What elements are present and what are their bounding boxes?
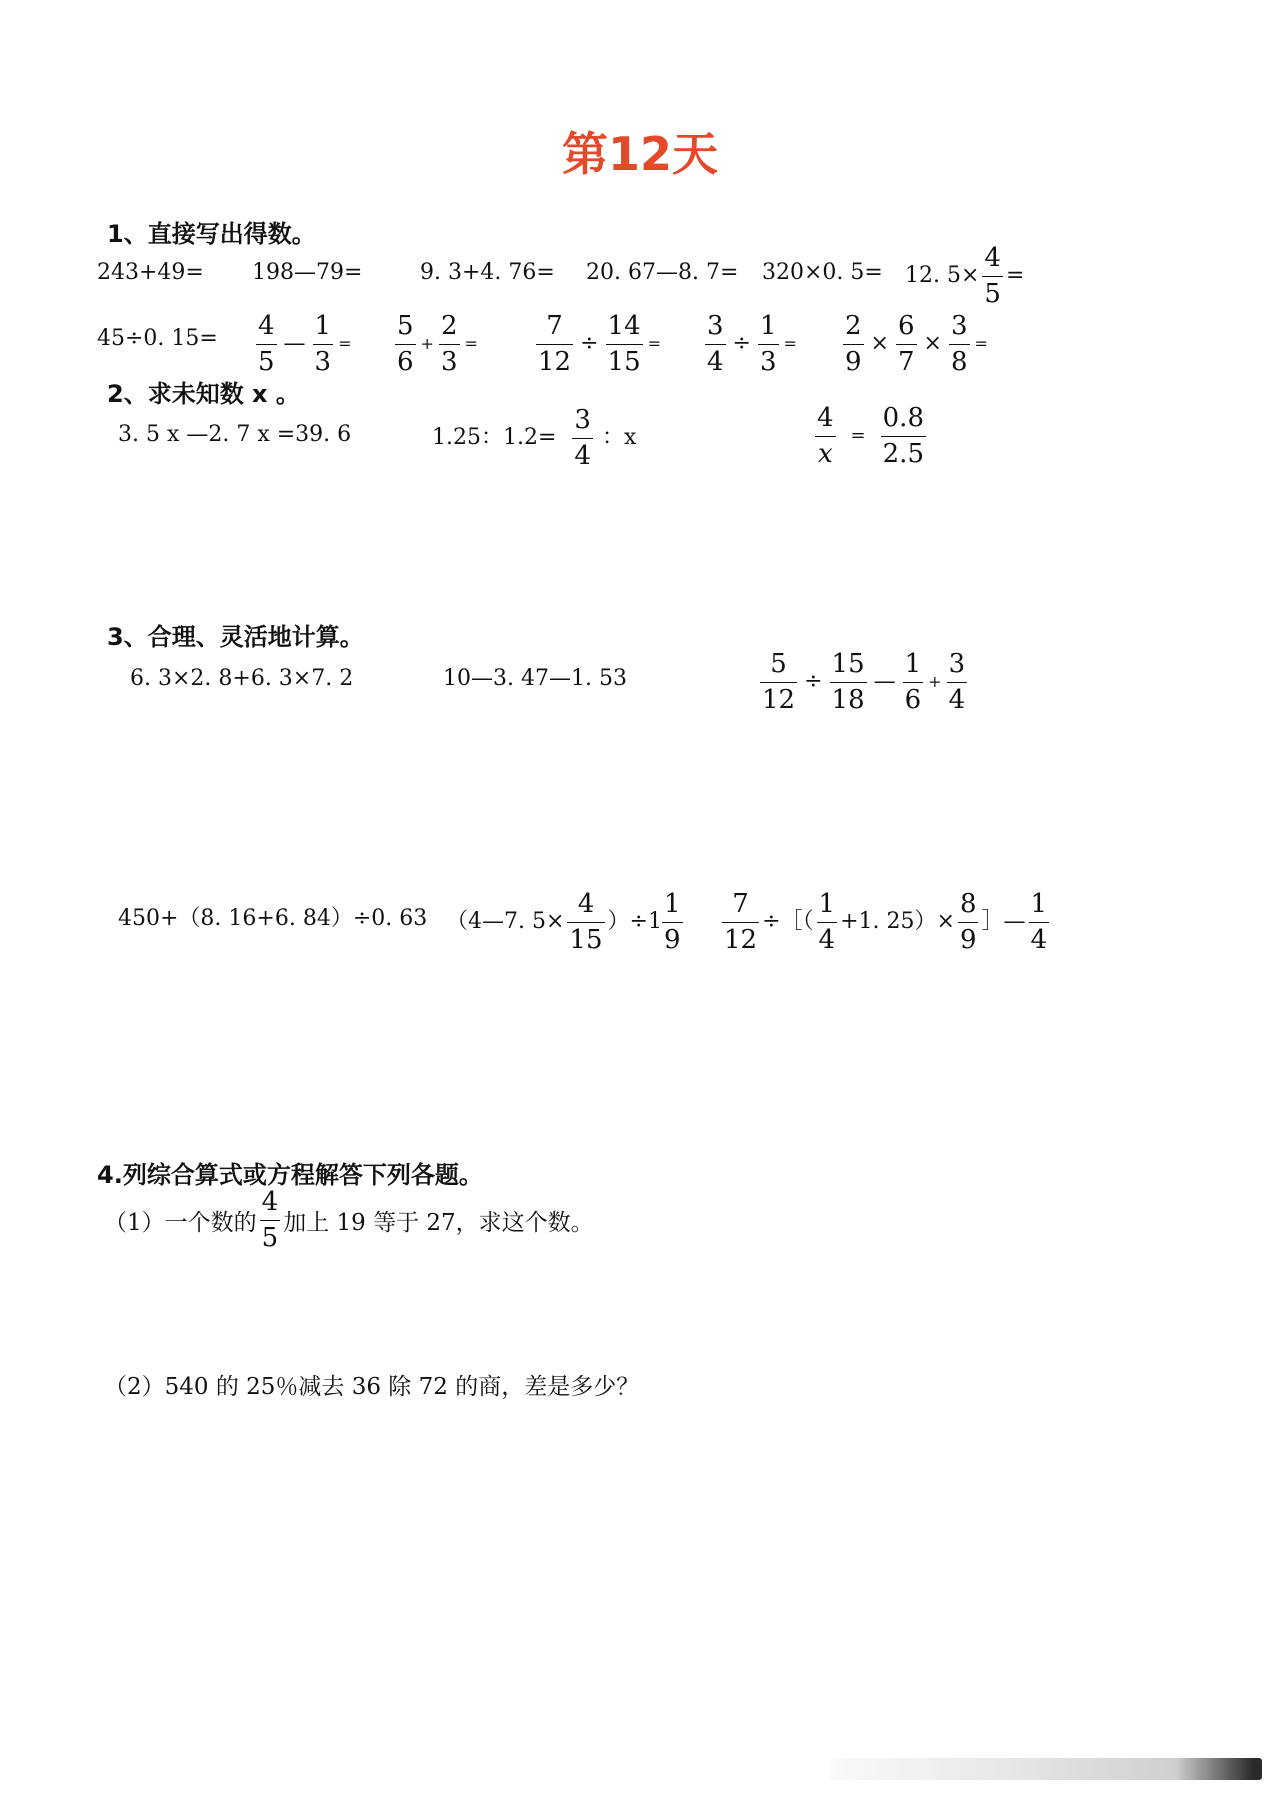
operator: — xyxy=(283,331,306,357)
expr-text: 12. 5× xyxy=(905,263,980,289)
denominator: 3 xyxy=(759,346,777,377)
fraction xyxy=(1029,890,1050,954)
fraction xyxy=(439,312,460,376)
numerator: 7 xyxy=(732,889,749,919)
fraction xyxy=(949,312,970,376)
fraction xyxy=(260,1188,281,1252)
numerator: 4 xyxy=(984,243,1001,273)
s1-expr-1: 243+49= xyxy=(97,260,204,285)
s3-expr-3 xyxy=(757,650,970,714)
s3-expr-4: 450+（8. 16+6. 84）÷0. 63 xyxy=(118,906,428,931)
numerator: 6 xyxy=(897,311,915,341)
denominator: 3 xyxy=(314,346,332,377)
s1-expr-8 xyxy=(253,312,354,376)
expr-text: = xyxy=(1005,263,1025,289)
denominator: 5 xyxy=(261,1222,279,1253)
denominator: 6 xyxy=(397,346,414,377)
s2-expr-1: 3. 5 x —2. 7 x =39. 6 xyxy=(118,422,352,447)
denominator: 4 xyxy=(1030,924,1048,955)
equals-sign: = xyxy=(338,334,352,354)
fraction xyxy=(572,406,593,470)
denominator: 5 xyxy=(984,278,1001,309)
equals-sign: = xyxy=(464,334,478,354)
operator: ÷ xyxy=(580,331,599,357)
fraction xyxy=(817,890,838,954)
denominator: x xyxy=(817,438,833,469)
s3-expr-5 xyxy=(446,890,686,954)
s3-expr-1: 6. 3×2. 8+6. 3×7. 2 xyxy=(130,666,354,691)
fraction xyxy=(536,312,573,376)
expr-text: +1. 25）× xyxy=(840,909,955,935)
denominator: 8 xyxy=(950,346,968,377)
section-1-heading: 1、直接写出得数。 xyxy=(107,220,316,248)
problem-text: 加上 19 等于 27，求这个数。 xyxy=(283,1209,594,1236)
problem-text: （1）一个数的 xyxy=(104,1209,257,1236)
denominator: 18 xyxy=(831,684,865,715)
denominator: 9 xyxy=(959,924,977,955)
operator: × xyxy=(923,331,942,357)
s1-expr-9 xyxy=(392,312,480,376)
numerator: 2 xyxy=(440,311,458,341)
section-4-heading: 4.列综合算式或方程解答下列各题。 xyxy=(97,1161,483,1189)
denominator: 4 xyxy=(574,440,591,471)
denominator: 4 xyxy=(948,684,966,715)
fraction xyxy=(947,650,968,714)
denominator: 5 xyxy=(258,346,275,377)
numerator: 5 xyxy=(770,649,787,679)
expr-text: ：x xyxy=(601,425,637,451)
numerator: 4 xyxy=(817,403,834,433)
denominator: 9 xyxy=(663,924,681,955)
denominator: 3 xyxy=(440,346,458,377)
denominator: 4 xyxy=(818,924,836,955)
numerator: 8 xyxy=(959,889,977,919)
s1-expr-3: 9. 3+4. 76= xyxy=(420,260,555,285)
problem-1 xyxy=(104,1188,594,1252)
operator: × xyxy=(870,331,889,357)
denominator: 12 xyxy=(538,346,572,377)
s3-expr-2: 10—3. 47—1. 53 xyxy=(443,666,627,691)
operator: + xyxy=(420,334,434,354)
numerator: 4 xyxy=(258,311,275,341)
fraction xyxy=(982,244,1003,308)
expr-text: ］— xyxy=(981,909,1026,935)
equals-sign: = xyxy=(783,334,797,354)
numerator: 7 xyxy=(546,311,563,341)
fraction xyxy=(313,312,334,376)
numerator: 1 xyxy=(1030,889,1048,919)
operator: + xyxy=(928,672,942,692)
denominator: 9 xyxy=(845,346,862,377)
expr-text: ）÷1 xyxy=(607,909,662,935)
page-title: 第12天 xyxy=(561,127,718,181)
operator: ÷ xyxy=(804,669,823,695)
fraction xyxy=(567,890,604,954)
fraction xyxy=(903,650,924,714)
section-3-heading: 3、合理、灵活地计算。 xyxy=(107,623,364,651)
numerator: 3 xyxy=(950,311,968,341)
denominator: 4 xyxy=(707,346,724,377)
numerator: 3 xyxy=(707,311,724,341)
fraction xyxy=(881,404,926,468)
numerator: 14 xyxy=(607,311,641,341)
fraction xyxy=(896,312,917,376)
s1-expr-5: 320×0. 5= xyxy=(762,260,883,285)
denominator: 7 xyxy=(897,346,915,377)
section-2-heading: 2、求未知数 x 。 xyxy=(107,380,300,408)
s1-expr-7: 45÷0. 15= xyxy=(97,326,218,351)
denominator: 15 xyxy=(569,924,603,955)
denominator: 12 xyxy=(762,684,796,715)
operator: ÷ xyxy=(732,331,751,357)
s3-expr-6 xyxy=(719,890,1052,954)
numerator: 5 xyxy=(397,311,414,341)
expr-text: ÷［（ xyxy=(762,909,814,935)
s1-expr-2: 198—79= xyxy=(252,260,363,285)
numerator: 1 xyxy=(663,889,681,919)
numerator: 0.8 xyxy=(882,403,924,433)
fraction xyxy=(395,312,416,376)
fraction xyxy=(705,312,726,376)
equals-sign: = xyxy=(850,425,866,447)
numerator: 3 xyxy=(948,649,966,679)
denominator: 6 xyxy=(904,684,922,715)
s2-expr-3 xyxy=(812,404,929,468)
denominator: 12 xyxy=(724,924,758,955)
fraction xyxy=(256,312,277,376)
fraction xyxy=(662,890,683,954)
s1-expr-4: 20. 67—8. 7= xyxy=(586,260,739,285)
numerator: 15 xyxy=(831,649,865,679)
numerator: 3 xyxy=(574,405,591,435)
numerator: 1 xyxy=(314,311,332,341)
numerator: 1 xyxy=(759,311,777,341)
numerator: 4 xyxy=(261,1187,279,1217)
equals-sign: = xyxy=(647,334,662,354)
denominator: 2.5 xyxy=(882,438,924,469)
s1-expr-11 xyxy=(702,312,799,376)
fraction xyxy=(843,312,864,376)
s2-expr-2 xyxy=(432,406,636,470)
s1-expr-12 xyxy=(840,312,990,376)
fraction xyxy=(760,650,797,714)
operator: — xyxy=(873,669,896,695)
fraction xyxy=(606,312,643,376)
equals-sign: = xyxy=(974,334,988,354)
s1-expr-10 xyxy=(533,312,663,376)
expr-text: （4—7. 5× xyxy=(446,909,565,935)
expr-text: 1.25：1.2= xyxy=(432,425,557,451)
numerator: 1 xyxy=(818,889,836,919)
denominator: 15 xyxy=(607,346,641,377)
horizontal-scrollbar[interactable] xyxy=(830,1758,1262,1780)
fraction xyxy=(722,890,759,954)
s1-expr-6 xyxy=(905,244,1024,308)
numerator: 4 xyxy=(577,889,595,919)
problem-2: （2）540 的 25％减去 36 除 72 的商，差是多少？ xyxy=(104,1374,640,1400)
numerator: 2 xyxy=(845,311,862,341)
fraction xyxy=(830,650,867,714)
fraction xyxy=(958,890,979,954)
fraction xyxy=(758,312,779,376)
numerator: 1 xyxy=(904,649,922,679)
fraction xyxy=(815,404,836,468)
